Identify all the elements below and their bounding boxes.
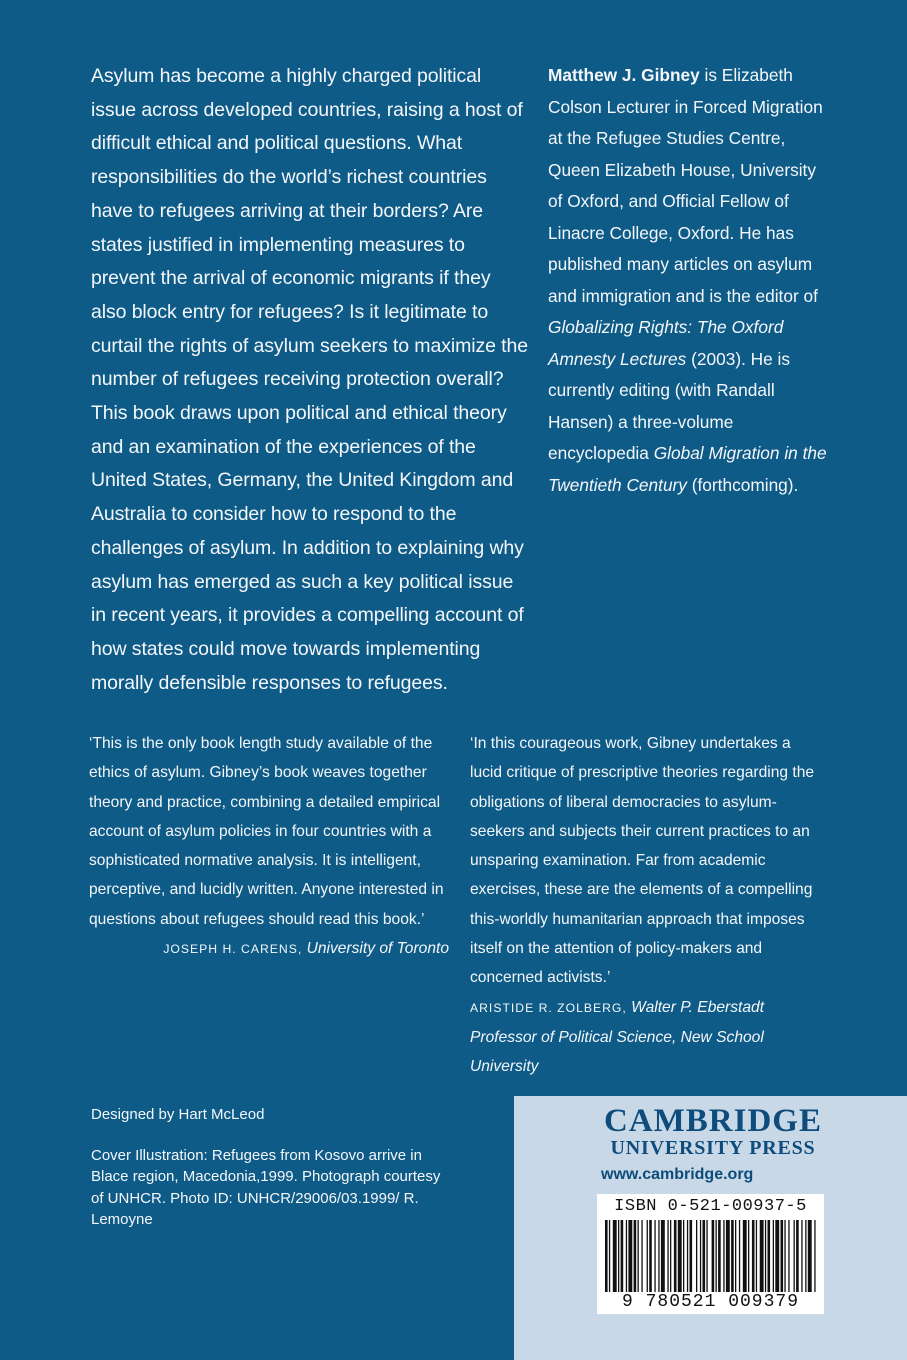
barcode-bar bbox=[752, 1220, 755, 1292]
barcode-bar bbox=[658, 1220, 659, 1292]
quote-affiliation: University of Toronto bbox=[306, 940, 449, 958]
barcode-bar bbox=[794, 1220, 795, 1292]
publisher-logo bbox=[598, 1104, 828, 1158]
barcode-bar bbox=[683, 1220, 684, 1292]
barcode-bar bbox=[773, 1220, 774, 1292]
quote-attribution bbox=[470, 993, 822, 1082]
barcode-bar bbox=[743, 1220, 747, 1292]
barcode-bar bbox=[739, 1220, 740, 1292]
barcode-bar bbox=[726, 1220, 730, 1292]
barcode-panel bbox=[597, 1194, 824, 1314]
barcode-bar bbox=[647, 1220, 648, 1292]
barcode-bar bbox=[678, 1220, 682, 1292]
blurb-text: Asylum has become a highly charged political issue across developed countries, raising a host of difficult ethical and political questions. What responsibilities do the world’s richest countries have to refugees arriving at their borders? Are states justified in implementing measures to prevent the arrival of economic migrants if they also block entry for refugees? Is it legitimate to curtail the rights of asylum seekers to maximize the number of refugees receiving protection overall? This book draws upon political and ethical theory and an examination of the experiences of the United States, Germany, the United Kingdom and Australia to consider how to respond to the challenges of asylum. In addition to explaining why asylum has emerged as such a key political issue in recent years, it provides a compelling account of how states could move towards implementing morally defensible responses to refugees. bbox=[91, 65, 528, 694]
barcode-bar bbox=[731, 1220, 734, 1292]
publisher-url: www.cambridge.org bbox=[601, 1166, 754, 1183]
quote-affiliation: Walter P. Eberstadt Professor of Political Science, New School University bbox=[470, 998, 765, 1076]
barcode-bar bbox=[723, 1220, 724, 1292]
barcode-bar bbox=[696, 1220, 697, 1292]
barcode-bar bbox=[756, 1220, 757, 1292]
author-name: Matthew J. Gibney bbox=[548, 65, 700, 85]
barcode-bar bbox=[808, 1220, 812, 1292]
quote-author: ARISTIDE R. ZOLBERG, bbox=[470, 1000, 627, 1015]
quote-text: ‘In this courageous work, Gibney undertakes a lucid critique of prescriptive theories regarding the obligations of liberal democracies to asylum-seekers and subjects their current practices to an unsparing examination. Far from academic exercises, these are the elements of a compelling this-worldly humanitarian approach that imposes itself on the attention of policy-makers and concerned activists.’ bbox=[470, 735, 815, 987]
cover-credits bbox=[91, 1104, 451, 1250]
barcode-bar bbox=[760, 1220, 764, 1292]
barcode-bar bbox=[687, 1220, 688, 1292]
barcode-bar bbox=[654, 1220, 655, 1292]
barcode-bar bbox=[716, 1220, 717, 1292]
barcode-bar bbox=[788, 1220, 789, 1292]
barcode-bar bbox=[700, 1220, 701, 1292]
barcode-bar bbox=[621, 1220, 624, 1292]
barcode-bar bbox=[768, 1220, 771, 1292]
barcode-bar bbox=[618, 1220, 619, 1292]
barcode-bar bbox=[649, 1220, 652, 1292]
isbn-label: ISBN 0-521-00937-5 bbox=[614, 1197, 807, 1216]
barcode-icon bbox=[605, 1220, 816, 1292]
barcode-bar bbox=[628, 1220, 632, 1292]
book-blurb bbox=[91, 60, 531, 700]
publisher-name: CAMBRIDGE bbox=[603, 1103, 822, 1139]
endorsement-quote-zolberg bbox=[470, 729, 822, 1082]
barcode-bar bbox=[605, 1220, 608, 1292]
cover-illustration-credit: Cover Illustration: Refugees from Kosovo arrive in Blace region, Macedonia,1999. Photograph courtesy of UNHCR. Photo ID: UNHCR/29006/03.1999/ R. Lemoyne bbox=[91, 1146, 441, 1228]
quote-text: ‘This is the only book length study available of the ethics of asylum. Gibney’s book weaves together theory and practice, combining a detailed empirical account of asylum policies in four countries with a sophisticated normative analysis. It is intelligent, perceptive, and lucidly written. Anyone interested in questions about refugees should read this book.’ bbox=[89, 735, 444, 928]
bio-text-2: (2003). He is currently editing (with Randall Hansen) a three-volume encyclopedia bbox=[548, 348, 791, 463]
barcode-bar bbox=[801, 1220, 802, 1292]
barcode-bar bbox=[712, 1220, 715, 1292]
bio-text-1: is Elizabeth Colson Lecturer in Forced Migration at the Refugee Studies Centre, Queen Elizabeth House, University of Oxford, and Official Fellow of Linacre College, Oxford. He has published many articles on asylum and immigration and is the editor of bbox=[548, 65, 823, 306]
bio-book-title-2: Global Migration in the Twentieth Century bbox=[548, 443, 827, 495]
ean-number: 9 780521 009379 bbox=[621, 1292, 800, 1312]
barcode-bar bbox=[641, 1220, 642, 1292]
barcode-bar bbox=[814, 1220, 815, 1292]
barcode-bar bbox=[613, 1220, 617, 1292]
barcode-bar bbox=[690, 1220, 693, 1292]
publisher-panel bbox=[514, 1096, 907, 1360]
barcode-bar bbox=[661, 1220, 665, 1292]
barcode-bar bbox=[706, 1220, 707, 1292]
author-bio bbox=[548, 60, 828, 501]
barcode-bar bbox=[638, 1220, 639, 1292]
barcode-bar bbox=[765, 1220, 766, 1292]
barcode-bar bbox=[796, 1220, 799, 1292]
barcode-bar bbox=[667, 1220, 668, 1292]
barcode-bar bbox=[718, 1220, 721, 1292]
barcode-bar bbox=[634, 1220, 637, 1292]
barcode-bar bbox=[674, 1220, 677, 1292]
barcode-bar bbox=[805, 1220, 806, 1292]
barcode-bar bbox=[775, 1220, 779, 1292]
barcode-bar bbox=[703, 1220, 706, 1292]
bio-book-title-1: Globalizing Rights: The Oxford Amnesty Lectures bbox=[548, 317, 784, 369]
bio-text-3: (forthcoming). bbox=[686, 474, 799, 495]
barcode-bar bbox=[784, 1220, 785, 1292]
endorsement-quote-carens bbox=[89, 729, 449, 964]
barcode-bar bbox=[748, 1220, 749, 1292]
barcode-bar bbox=[735, 1220, 736, 1292]
barcode-bar bbox=[626, 1220, 627, 1292]
barcode-bar bbox=[670, 1220, 671, 1292]
barcode-bar bbox=[609, 1220, 610, 1292]
publisher-subtitle: UNIVERSITY PRESS bbox=[610, 1137, 816, 1159]
designer-credit: Designed by Hart McLeod bbox=[91, 1106, 265, 1123]
barcode-bar bbox=[781, 1220, 784, 1292]
quote-attribution bbox=[89, 934, 449, 964]
quote-author: JOSEPH H. CARENS, bbox=[163, 942, 303, 957]
